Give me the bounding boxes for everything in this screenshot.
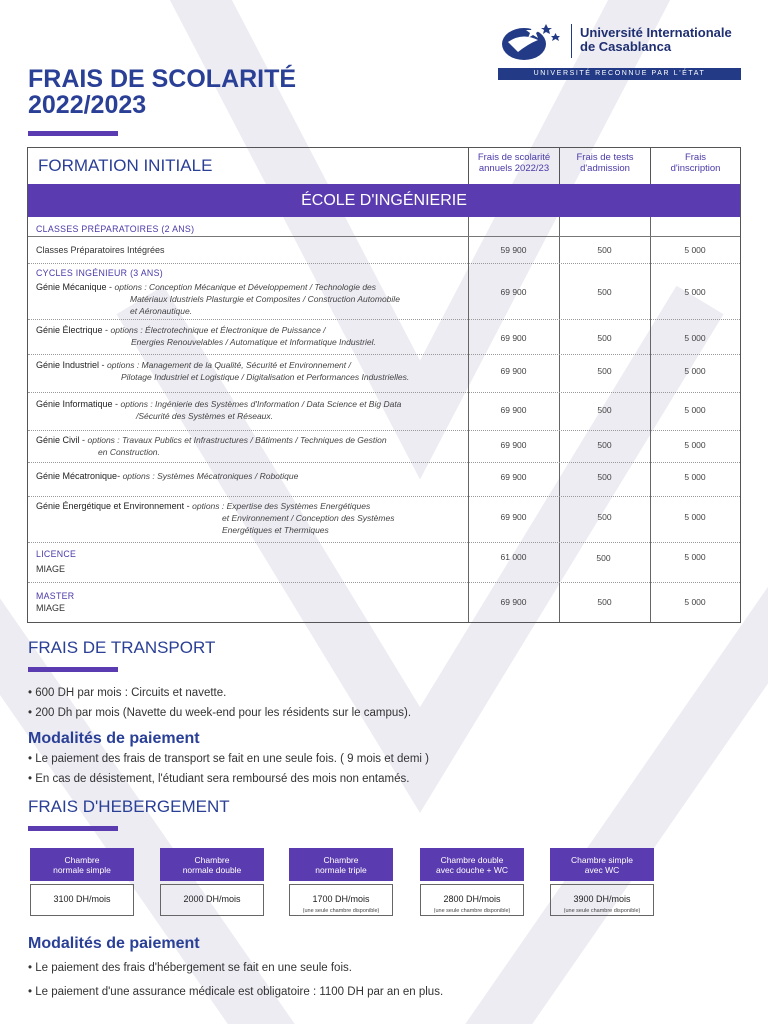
program-name: Génie Civil [36,435,80,445]
page-title [28,66,296,118]
program-name: Génie Mécanique [36,282,107,292]
table-row [28,496,740,542]
prep-classes-heading: CLASSES PRÉPARATOIRES (2 ANS) [36,224,195,234]
row-label: Génie Électrique - options : Électrotechnique et Électronique de Puissance / Energies Renouvelables / Automatique et Informatique Industriel. [36,325,376,347]
row-label: Génie Mécatronique- options : Systèmes Mécatroniques / Robotique [36,471,299,481]
registration-value: 5 000 [684,597,706,607]
registration-value: 5 000 [684,552,706,562]
engineering-cycles-heading: CYCLES INGÉNIEUR (3 ANS) [36,268,163,278]
tuition-value: 69 900 [500,405,527,415]
row-label: Génie Énergétique et Environnement - options : Expertise des Systèmes Energétiques et Environnement / Conception des Systèmes Energétiques et Thermiques [36,501,395,535]
table-row [28,354,740,392]
table-row [28,462,740,496]
registration-value: 5 000 [684,440,706,450]
university-tagline: UNIVERSITÉ RECONNUE PAR L'ÉTAT [498,68,741,80]
admission-value: 500 [597,405,612,415]
transport-underline [28,667,118,672]
title-underline [28,131,118,136]
table-row [28,582,740,622]
transport-payment-heading: Modalités de paiement [28,730,200,747]
admission-value: 500 [597,245,612,255]
admission-value: 500 [597,366,612,376]
tuition-value: 69 900 [500,333,527,343]
registration-value: 5 000 [684,472,706,482]
table-header [28,148,740,184]
university-name-line2: de Casablanca [580,39,672,54]
registration-value: 5 000 [684,287,706,297]
room-price: 1700 DH/mois (une seule chambre disponible) [289,884,393,916]
room-card [30,848,134,916]
fees-table [27,147,741,623]
room-price: 2800 DH/mois (une seule chambre disponible) [420,884,524,916]
admission-value: 500 [597,287,612,297]
tuition-value: 69 900 [500,597,527,607]
housing-payment-heading: Modalités de paiement [28,935,200,952]
tuition-value: 69 900 [500,287,527,297]
registration-value: 5 000 [684,366,706,376]
room-price: 3100 DH/mois [30,884,134,916]
registration-value: 5 000 [684,245,706,255]
licence-heading: LICENCE [36,549,77,559]
row-label: Génie Mécanique - options : Conception Mécanique et Développement / Technologie des Matériaux Idustriels Plasturgie et Composites / Construction Automobile et Aéronautique. [36,282,400,316]
tuition-value: 69 900 [500,366,527,376]
room-type: Chambre normale simple [30,848,134,881]
admission-value: 500 [597,333,612,343]
university-name [580,26,732,54]
table-row [28,236,740,263]
column-header-admission-tests: Frais de tests d'admission [559,148,650,184]
program-name: Génie Informatique [36,399,113,409]
housing-underline [28,826,118,831]
transport-heading: FRAIS DE TRANSPORT [28,638,216,657]
tuition-value: 61 000 [500,552,527,562]
column-header-registration: Frais d'inscription [650,148,740,184]
table-row [28,392,740,430]
transport-payment-bullet: • Le paiement des frais de transport se fait en une seule fois. ( 9 mois et demi ) [28,753,429,765]
admission-value: 500 [597,597,612,607]
row-label: Génie Industriel - options : Management de la Qualité, Sécurité et Environnement / Pilotage Industriel et Logistique / Digitalisation et Performances Industrielles. [36,360,410,382]
room-card [160,848,264,916]
transport-payment-bullet: • En cas de désistement, l'étudiant sera remboursé des mois non entamés. [28,773,410,785]
registration-value: 5 000 [684,333,706,343]
ecole-ingenierie-band: ÉCOLE D'INGÉNIERIE [28,184,740,217]
row-divider [28,263,740,264]
row-label: Classes Préparatoires Intégrées [36,245,165,255]
table-row [28,279,740,319]
program-name: Génie Mécatronique [36,471,118,481]
globe-logo-icon [498,22,566,62]
tuition-value: 59 900 [500,245,527,255]
housing-payment-bullet: • Le paiement des frais d'hébergement se fait en une seule fois. [28,962,352,974]
column-header-tuition: Frais de scolarité annuels 2022/23 [468,148,559,184]
master-heading: MASTER [36,591,75,601]
admission-value: 500 [597,440,612,450]
table-row [28,430,740,462]
admission-value: 500 [597,472,612,482]
transport-bullet: • 600 DH par mois : Circuits et navette. [28,687,227,699]
logo-divider [571,24,572,58]
university-name-line1: Université Internationale [580,25,732,40]
room-type: Chambre normale double [160,848,264,881]
page-title-line2: 2022/2023 [28,91,147,119]
program-name: Génie Industriel [36,360,100,370]
tuition-value: 69 900 [500,512,527,522]
admission-value: 500 [597,512,612,522]
room-type: Chambre normale triple [289,848,393,881]
program-name: Génie Électrique [36,325,103,335]
row-label: MIAGE [36,603,66,613]
row-label: Génie Informatique - options : Ingénierie des Systèmes d'Information / Data Science et Big Data /Sécurité des Systèmes et Réseaux. [36,399,402,421]
room-card [550,848,654,916]
room-card [420,848,524,916]
registration-value: 5 000 [684,512,706,522]
room-price: 3900 DH/mois (une seule chambre disponible) [550,884,654,916]
housing-payment-bullet: • Le paiement d'une assurance médicale est obligatoire : 1100 DH par an en plus. [28,986,444,998]
room-type: Chambre double avec douche + WC [420,848,524,881]
program-name: Génie Énergétique et Environnement [36,501,185,511]
transport-bullet: • 200 Dh par mois (Navette du week-end pour les résidents sur le campus). [28,707,412,719]
room-card [289,848,393,916]
university-logo [498,20,743,82]
formation-initiale-heading: FORMATION INITIALE [38,156,213,175]
room-price: 2000 DH/mois [160,884,264,916]
registration-value: 5 000 [684,405,706,415]
room-type: Chambre simple avec WC [550,848,654,881]
tuition-value: 69 900 [500,472,527,482]
housing-heading: FRAIS D'HEBERGEMENT [28,797,230,816]
table-row [28,319,740,354]
row-label: Génie Civil - options : Travaux Publics et Infrastructures / Bâtiments / Techniques de Gestion en Construction. [36,435,387,457]
page-title-line1: FRAIS DE SCOLARITÉ [28,65,297,93]
tuition-value: 69 900 [500,440,527,450]
row-label: MIAGE [36,564,66,574]
licence-admission-value: 500 [596,553,611,563]
